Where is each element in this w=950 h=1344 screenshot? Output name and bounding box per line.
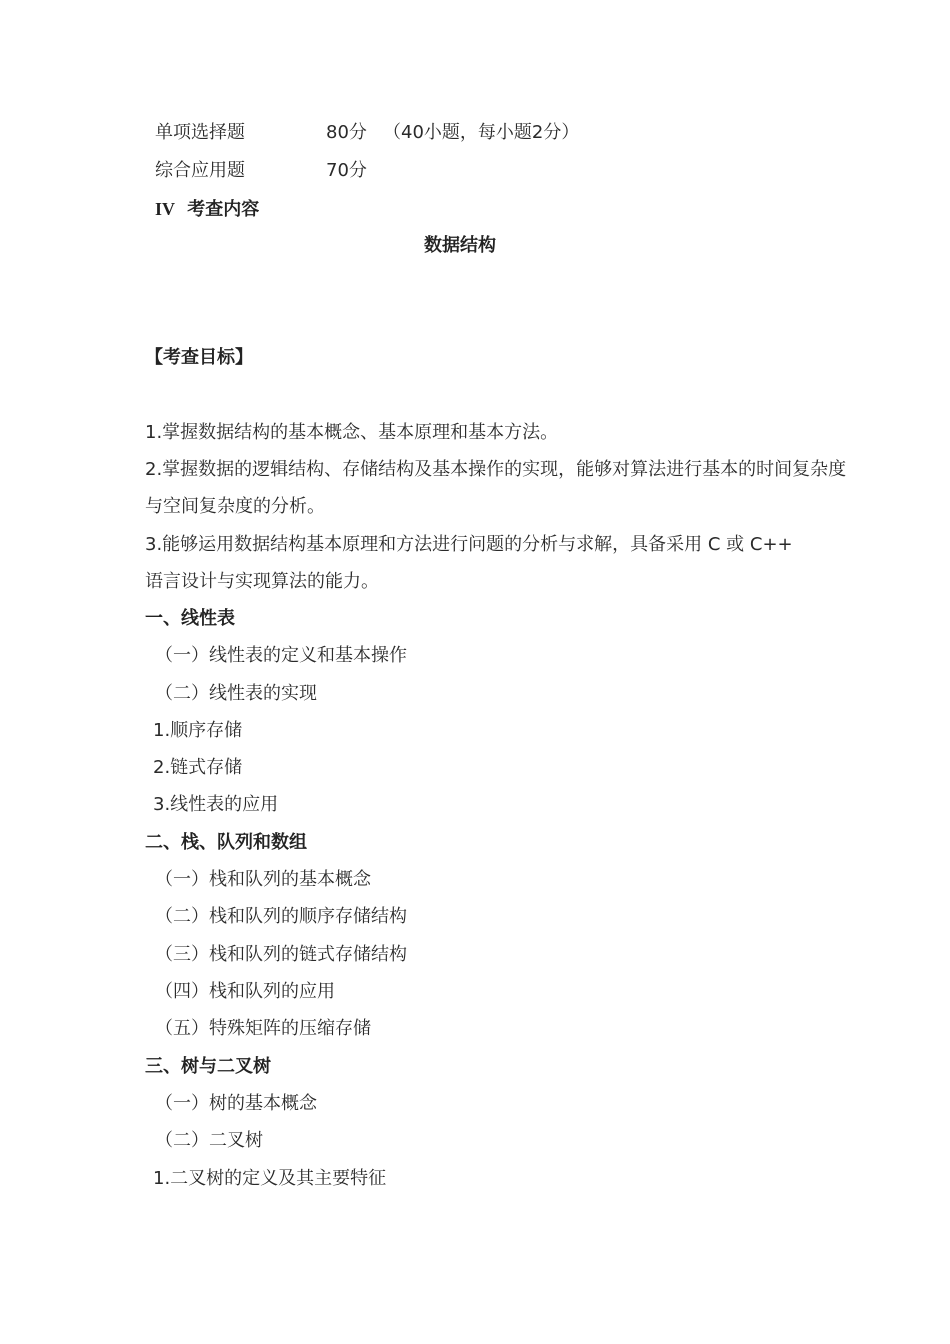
outline-subitem: 1.二叉树的定义及其主要特征	[153, 1168, 387, 1189]
score-label: 综合应用题	[155, 160, 245, 181]
outline-item: （五）特殊矩阵的压缩存储	[155, 1018, 371, 1039]
objective-line: 3.能够运用数据结构基本原理和方法进行问题的分析与求解，具备采用 C 或 C++	[145, 534, 793, 555]
score-value: 70分	[326, 160, 367, 181]
outline-item: （二）栈和队列的顺序存储结构	[155, 906, 407, 927]
objective-line: 与空间复杂度的分析。	[145, 496, 325, 517]
chapter-title: 二、栈、队列和数组	[145, 832, 307, 853]
chapter-title: 一、线性表	[145, 608, 235, 629]
outline-subitem: 1.顺序存储	[153, 720, 243, 741]
chapter-title: 三、树与二叉树	[145, 1056, 271, 1077]
outline-item: （二）线性表的实现	[155, 683, 317, 704]
score-label: 单项选择题	[155, 122, 245, 143]
outline-item: （二）二叉树	[155, 1130, 263, 1151]
objective-line: 1.掌握数据结构的基本概念、基本原理和基本方法。	[145, 422, 559, 443]
outline-subitem: 2.链式存储	[153, 757, 243, 778]
outline-item: （四）栈和队列的应用	[155, 981, 335, 1002]
outline-item: （一）树的基本概念	[155, 1093, 317, 1114]
outline-subitem: 3.线性表的应用	[153, 794, 279, 815]
objective-line: 语言设计与实现算法的能力。	[145, 571, 379, 592]
section-roman: IV	[155, 199, 176, 219]
section-heading	[155, 197, 259, 222]
subject-title: 数据结构	[424, 235, 496, 256]
outline-item: （一）线性表的定义和基本操作	[155, 645, 407, 666]
outline-item: （一）栈和队列的基本概念	[155, 869, 371, 890]
section-text: 考查内容	[187, 199, 260, 220]
objective-line: 2.掌握数据的逻辑结构、存储结构及基本操作的实现，能够对算法进行基本的时间复杂度	[145, 459, 847, 480]
score-value: 80分	[326, 122, 367, 143]
objectives-heading: 【考查目标】	[145, 347, 253, 368]
outline-item: （三）栈和队列的链式存储结构	[155, 944, 407, 965]
score-note: （40小题，每小题2分）	[383, 122, 580, 143]
